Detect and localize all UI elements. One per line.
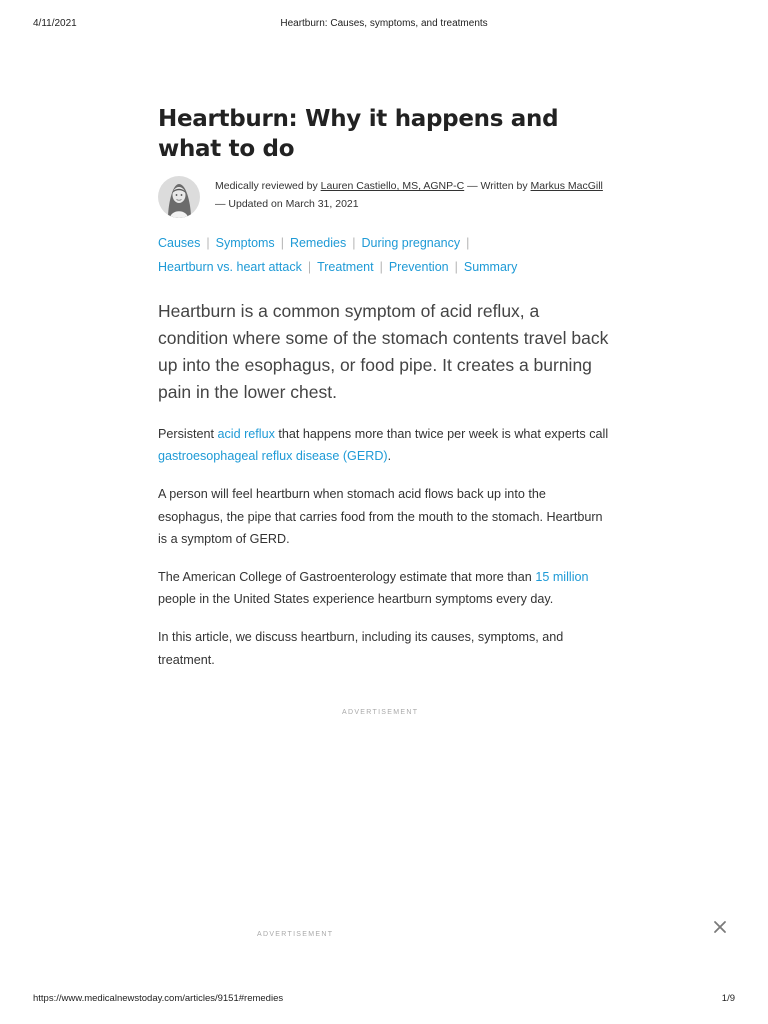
toc-separator: | (206, 236, 210, 250)
toc-link-symptoms[interactable]: Symptoms (215, 236, 275, 250)
print-footer (33, 993, 735, 1007)
toc-link-during-pregnancy[interactable]: During pregnancy (361, 236, 461, 250)
fifteen-million-link[interactable]: 15 million (535, 570, 589, 585)
article-headline: Heartburn: Why it happens and what to do (158, 106, 559, 162)
print-url: https://www.medicalnewstoday.com/articles/9151#remedies (33, 993, 284, 1004)
toc-separator: | (379, 260, 383, 274)
toc-row (158, 231, 613, 255)
page-number: 1/9 (721, 993, 735, 1004)
toc-link-heartburn-vs-heart-attack[interactable]: Heartburn vs. heart attack (158, 260, 302, 274)
close-icon[interactable] (712, 919, 728, 935)
byline-text (215, 176, 613, 213)
toc-link-summary[interactable]: Summary (463, 260, 518, 274)
acid-reflux-link[interactable]: acid reflux (217, 427, 275, 441)
table-of-contents (158, 231, 613, 279)
toc-separator: | (307, 260, 312, 274)
written-prefix: — Written by (467, 180, 528, 192)
toc-link-treatment[interactable]: Treatment (317, 260, 374, 274)
updated-date: — Updated on March 31, 2021 (215, 198, 359, 210)
paragraph-text: that happens more than twice per week is what experts call (274, 427, 609, 441)
toc-separator: | (280, 236, 284, 250)
toc-separator: | (454, 260, 458, 274)
toc-separator: | (466, 236, 470, 250)
toc-separator: | (352, 236, 356, 250)
byline (158, 176, 613, 218)
article (158, 104, 613, 671)
print-header (33, 18, 735, 32)
body-paragraph (158, 566, 613, 610)
toc-link-causes[interactable]: Causes (158, 236, 201, 250)
body-paragraph: In this article, we discuss heartburn, including its causes, symptoms, and treatment. (158, 630, 564, 667)
advertisement-label: ADVERTISEMENT (342, 709, 419, 716)
paragraph-text: . (387, 449, 392, 464)
reviewer-link[interactable]: Lauren Castiello, MS, AGNP-C (320, 180, 465, 192)
toc-row (158, 255, 613, 279)
body-paragraph: A person will feel heartburn when stomach acid flows back up into the esophagus, the pipe that carries food from the mouth to the stomach. Heartburn is a symptom of GERD. (158, 487, 603, 546)
print-date: 4/11/2021 (33, 18, 77, 29)
paragraph-text: Persistent (158, 427, 218, 441)
toc-link-prevention[interactable]: Prevention (388, 260, 449, 274)
gerd-link[interactable]: gastroesophageal reflux disease (GERD) (158, 449, 388, 464)
reviewed-prefix: Medically reviewed by (215, 180, 318, 192)
toc-link-remedies[interactable]: Remedies (289, 236, 347, 250)
intro-paragraph: Heartburn is a common symptom of acid reflux, a condition where some of the stomach contents travel back up into the esophagus, or food pipe. It creates a burning pain in the lower chest. (158, 301, 609, 402)
reviewer-avatar (158, 176, 200, 218)
author-link[interactable]: Markus MacGill (530, 180, 603, 192)
paragraph-text: people in the United States experience heartburn symptoms every day. (158, 592, 554, 607)
advertisement-label: ADVERTISEMENT (257, 931, 334, 938)
print-page-title: Heartburn: Causes, symptoms, and treatments (280, 18, 488, 29)
body-paragraph (158, 423, 613, 467)
paragraph-text: The American College of Gastroenterology estimate that more than (158, 570, 536, 585)
